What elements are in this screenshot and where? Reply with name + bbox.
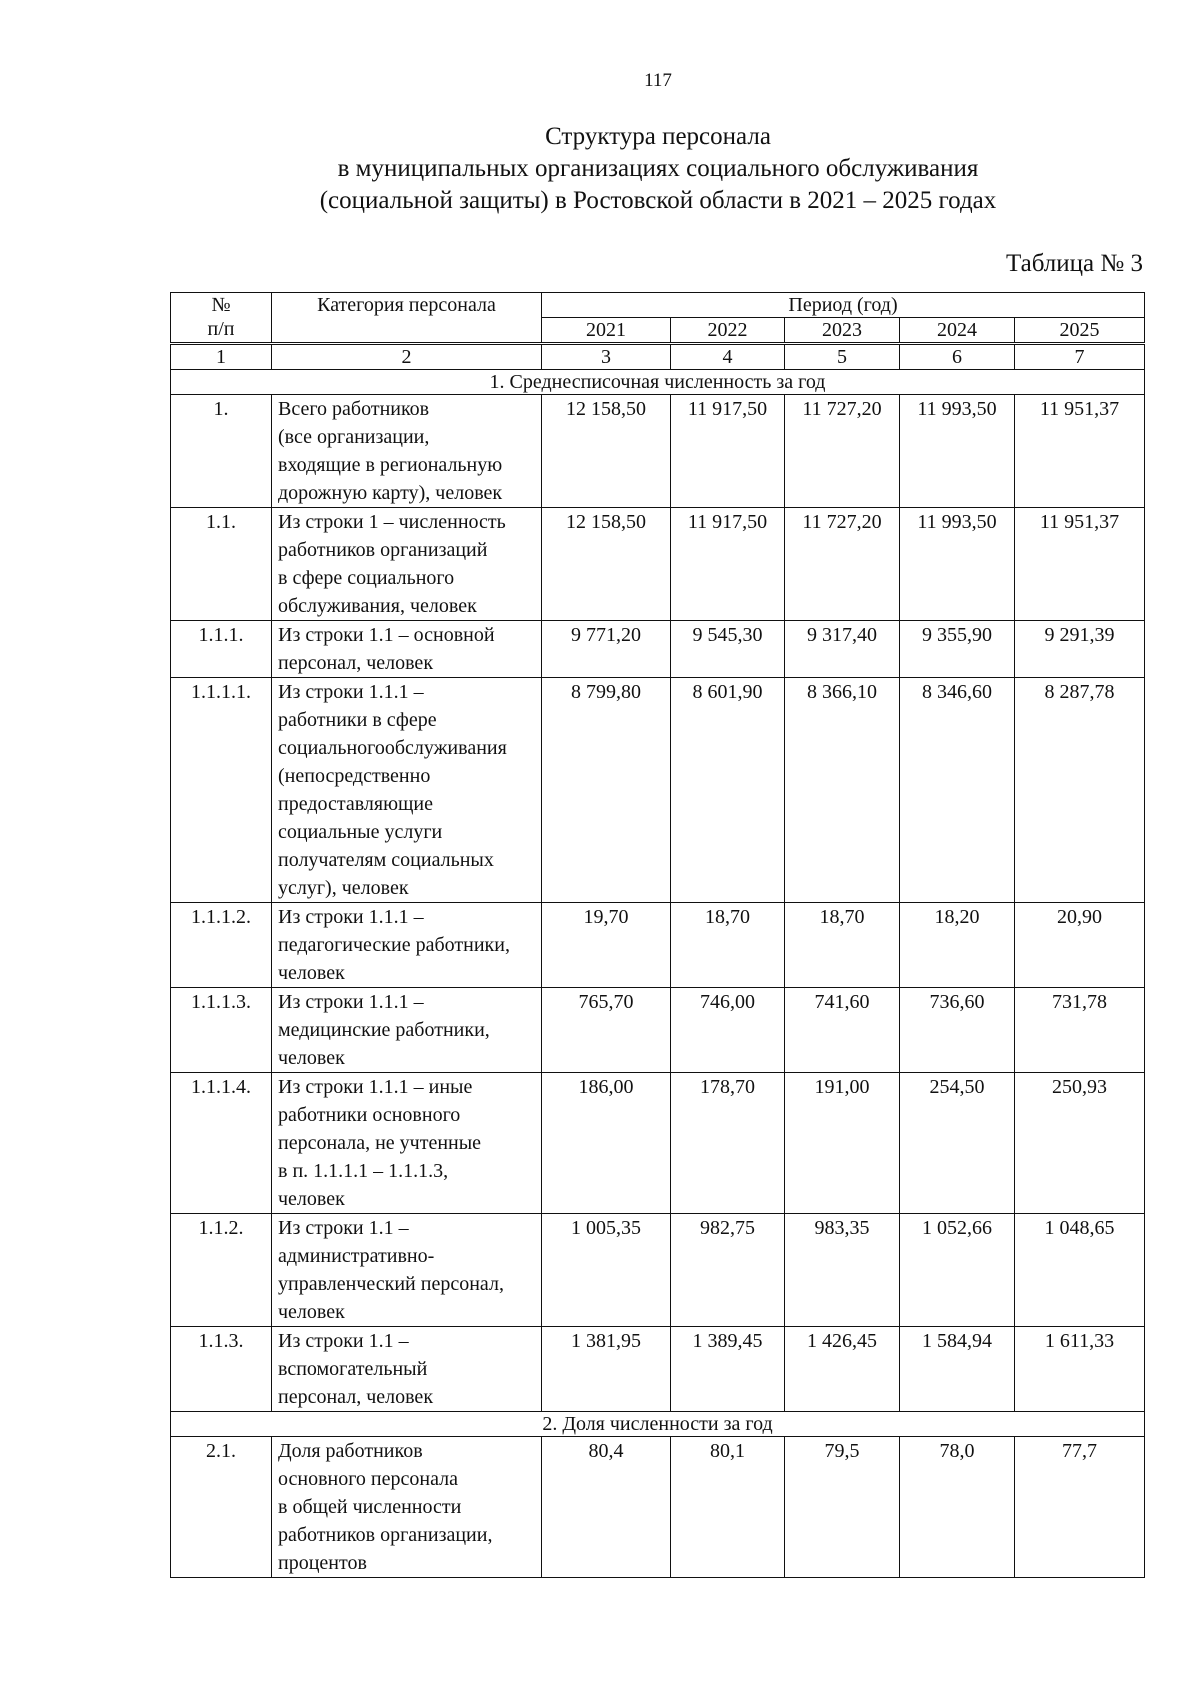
category-line: входящие в региональную [278,454,503,476]
row-category [272,1437,542,1578]
value-cell-2025: 11 951,37 [1015,508,1145,621]
table-label: Таблица № 3 [1005,250,1143,277]
header-year: 2024 [900,318,1015,344]
value-cell-2025: 9 291,39 [1015,621,1145,678]
value-cell-2021: 1 381,95 [542,1327,671,1412]
value-cell-2021: 12 158,50 [542,508,671,621]
table-row [171,621,1145,678]
value-cell-2022: 80,1 [671,1437,785,1578]
row-category [272,1073,542,1214]
personnel-structure-table [170,292,1145,1578]
category-line: дорожную карту), человек [278,482,503,504]
category-line: Доля работников [278,1440,423,1462]
value-cell-2024: 11 993,50 [900,508,1015,621]
header-year: 2023 [785,318,900,344]
table-row [171,508,1145,621]
value-cell-2025: 250,93 [1015,1073,1145,1214]
value-cell-2024: 78,0 [900,1437,1015,1578]
column-number: 3 [542,344,671,370]
table-row [171,678,1145,903]
table-row [171,988,1145,1073]
value-cell-2022: 982,75 [671,1214,785,1327]
row-number: 1.1.1. [171,621,272,678]
category-line: персонал, человек [278,1386,434,1408]
header-num-cell [171,293,272,344]
value-cell-2024: 11 993,50 [900,395,1015,508]
value-cell-2025: 8 287,78 [1015,678,1145,903]
category-line: социальные услуги [278,821,443,843]
category-line: медицинские работники, [278,1019,490,1041]
row-number: 1. [171,395,272,508]
value-cell-2025: 20,90 [1015,903,1145,988]
page-number: 117 [644,70,672,91]
category-line: Из строки 1.1.1 – [278,681,424,703]
row-number: 1.1. [171,508,272,621]
category-line: основного персонала [278,1468,458,1490]
category-line: обслуживания, человек [278,595,477,617]
column-number: 5 [785,344,900,370]
category-line: персонал, человек [278,652,434,674]
category-line: социальногообслуживания [278,737,507,759]
header-year: 2022 [671,318,785,344]
value-cell-2024: 736,60 [900,988,1015,1073]
category-line: Из строки 1.1 – основной [278,624,495,646]
value-cell-2023: 11 727,20 [785,508,900,621]
row-number: 1.1.3. [171,1327,272,1412]
value-cell-2022: 178,70 [671,1073,785,1214]
row-category [272,988,542,1073]
column-numbers-row [171,344,1145,370]
category-line: (все организации, [278,426,430,448]
category-line: работников организации, [278,1524,493,1546]
row-category [272,621,542,678]
value-cell-2023: 1 426,45 [785,1327,900,1412]
value-cell-2023: 79,5 [785,1437,900,1578]
section-row [171,1412,1145,1437]
header-year: 2025 [1015,318,1145,344]
section-title: 1. Среднесписочная численность за год [171,370,1145,395]
section-row [171,370,1145,395]
title-line-2: в муниципальных организациях социального обслуживания [337,155,979,182]
value-cell-2023: 741,60 [785,988,900,1073]
value-cell-2022: 18,70 [671,903,785,988]
category-line: человек [278,1047,345,1069]
value-cell-2021: 765,70 [542,988,671,1073]
document-title [200,121,1116,217]
value-cell-2024: 1 052,66 [900,1214,1015,1327]
row-category [272,1214,542,1327]
value-cell-2021: 186,00 [542,1073,671,1214]
value-cell-2023: 18,70 [785,903,900,988]
category-line: процентов [278,1552,367,1574]
category-line: работников организаций [278,539,488,561]
value-cell-2021: 12 158,50 [542,395,671,508]
value-cell-2025: 1 611,33 [1015,1327,1145,1412]
category-line: Из строки 1.1 – [278,1330,409,1352]
value-cell-2021: 8 799,80 [542,678,671,903]
category-line: в п. 1.1.1.1 – 1.1.1.3, [278,1160,449,1182]
row-number: 1.1.2. [171,1214,272,1327]
header-period: Период (год) [542,293,1145,318]
value-cell-2022: 746,00 [671,988,785,1073]
table-row [171,1437,1145,1578]
category-line: Всего работников [278,398,430,420]
category-line: Из строки 1.1.1 – иные [278,1076,473,1098]
value-cell-2022: 8 601,90 [671,678,785,903]
category-line: услуг), человек [278,877,409,899]
column-number: 1 [171,344,272,370]
row-number: 2.1. [171,1437,272,1578]
row-number: 1.1.1.3. [171,988,272,1073]
table-body [171,293,1145,1578]
value-cell-2025: 77,7 [1015,1437,1145,1578]
category-line: управленческий персонал, [278,1273,504,1295]
category-line: Из строки 1.1 – [278,1217,409,1239]
row-category [272,395,542,508]
category-line: Из строки 1 – численность [278,511,506,533]
value-cell-2023: 191,00 [785,1073,900,1214]
category-line: вспомогательный [278,1358,428,1380]
category-line: предоставляющие [278,793,434,815]
table-row [171,1327,1145,1412]
row-category [272,1327,542,1412]
category-line: административно- [278,1245,435,1267]
value-cell-2025: 1 048,65 [1015,1214,1145,1327]
header-num-line1: № [211,294,231,316]
table-row [171,903,1145,988]
column-number: 6 [900,344,1015,370]
value-cell-2021: 1 005,35 [542,1214,671,1327]
value-cell-2025: 11 951,37 [1015,395,1145,508]
category-line: человек [278,1301,345,1323]
row-number: 1.1.1.1. [171,678,272,903]
category-line: человек [278,1188,345,1210]
table-row [171,1214,1145,1327]
value-cell-2022: 11 917,50 [671,508,785,621]
category-line: Из строки 1.1.1 – [278,991,424,1013]
header-category: Категория персонала [272,293,542,344]
value-cell-2025: 731,78 [1015,988,1145,1073]
value-cell-2021: 80,4 [542,1437,671,1578]
row-category [272,903,542,988]
row-number: 1.1.1.4. [171,1073,272,1214]
title-line-3: (социальной защиты) в Ростовской области в 2021 – 2025 годах [319,187,997,214]
header-year: 2021 [542,318,671,344]
value-cell-2023: 9 317,40 [785,621,900,678]
value-cell-2023: 983,35 [785,1214,900,1327]
category-line: в сфере социального [278,567,455,589]
column-number: 7 [1015,344,1145,370]
category-line: Из строки 1.1.1 – [278,906,424,928]
table-row [171,1073,1145,1214]
title-line-1: Структура персонала [545,123,771,150]
value-cell-2022: 11 917,50 [671,395,785,508]
value-cell-2024: 1 584,94 [900,1327,1015,1412]
value-cell-2023: 11 727,20 [785,395,900,508]
column-number: 4 [671,344,785,370]
category-line: человек [278,962,345,984]
row-category [272,678,542,903]
header-num-line2: п/п [207,318,235,340]
header-row [171,293,1145,318]
value-cell-2022: 9 545,30 [671,621,785,678]
value-cell-2021: 9 771,20 [542,621,671,678]
category-line: работники основного [278,1104,461,1126]
category-line: педагогические работники, [278,934,510,956]
category-line: (непосредственно [278,765,431,787]
value-cell-2022: 1 389,45 [671,1327,785,1412]
value-cell-2021: 19,70 [542,903,671,988]
category-line: получателям социальных [278,849,494,871]
row-number: 1.1.1.2. [171,903,272,988]
value-cell-2023: 8 366,10 [785,678,900,903]
column-number: 2 [272,344,542,370]
row-category [272,508,542,621]
section-title: 2. Доля численности за год [171,1412,1145,1437]
category-line: в общей численности [278,1496,462,1518]
table-row [171,395,1145,508]
value-cell-2024: 9 355,90 [900,621,1015,678]
category-line: персонала, не учтенные [278,1132,482,1154]
value-cell-2024: 8 346,60 [900,678,1015,903]
category-line: работники в сфере [278,709,437,731]
value-cell-2024: 18,20 [900,903,1015,988]
value-cell-2024: 254,50 [900,1073,1015,1214]
